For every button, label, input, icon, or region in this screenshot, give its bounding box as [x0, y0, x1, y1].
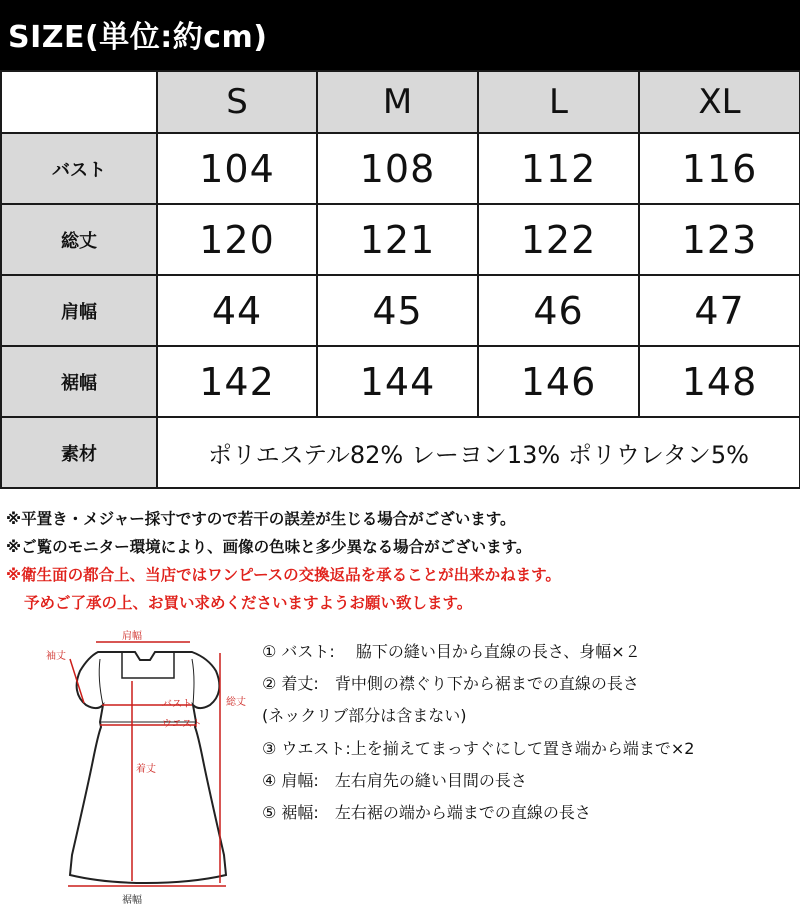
row-label-hem: 裾幅	[1, 346, 157, 417]
sleeve-measure-line	[70, 659, 84, 703]
size-table	[0, 70, 800, 489]
hem-value-xl: 148	[639, 346, 800, 417]
label-length: 着丈	[136, 764, 156, 775]
table-row-bust	[1, 133, 800, 204]
total-length-value-l: 122	[478, 204, 639, 275]
label-total-length: 総丈	[226, 697, 246, 708]
size-header-m: M	[317, 71, 478, 133]
bust-value-s: 104	[157, 133, 317, 204]
bust-value-xl: 116	[639, 133, 800, 204]
legend-bust: ① バスト: 脇下の縫い目から直線の長さ、身幅×２	[262, 642, 641, 661]
page-title: SIZE(単位:約cm)	[8, 20, 268, 55]
bust-value-l: 112	[478, 133, 639, 204]
label-hem: 裾幅	[122, 895, 142, 906]
legend-shoulder: ④ 肩幅: 左右肩先の縫い目間の長さ	[262, 770, 527, 790]
shoulder-value-s: 44	[157, 275, 317, 346]
legend-length: ② 着丈: 背中側の襟ぐり下から裾までの直線の長さ	[262, 674, 639, 694]
row-label-shoulder: 肩幅	[1, 275, 157, 346]
label-bust: バスト	[162, 699, 192, 710]
table-row-total-length	[1, 204, 800, 275]
dress-diagram	[40, 625, 260, 915]
note-no-return: ※衛生面の都合上、当店ではワンピースの交換返品を承ることが出来かねます。	[6, 566, 561, 584]
right-sleeve-seam	[192, 659, 194, 705]
header-bar	[0, 0, 800, 70]
label-shoulder: 肩幅	[122, 631, 142, 642]
note-acknowledge: 予めご了承の上、お買い求めくださいますようお願い致します。	[24, 594, 473, 612]
total-length-value-m: 121	[317, 204, 478, 275]
hem-value-l: 146	[478, 346, 639, 417]
legend-neck-note: (ネックリブ部分は含まない)	[262, 706, 467, 726]
label-waist: ウエスト	[162, 719, 202, 730]
row-label-total-length: 総丈	[1, 204, 157, 275]
legend-hem: ⑤ 裾幅: 左右裾の端から端までの直線の長さ	[262, 803, 591, 823]
notes-section	[6, 505, 796, 617]
note-monitor: ※ご覧のモニター環境により、画像の色味と多少異なる場合がございます。	[6, 538, 532, 556]
size-header-row	[1, 71, 800, 133]
hem-value-s: 142	[157, 346, 317, 417]
shoulder-value-xl: 47	[639, 275, 800, 346]
total-length-value-s: 120	[157, 204, 317, 275]
shoulder-value-l: 46	[478, 275, 639, 346]
legend-waist: ③ ウエスト:上を揃えてまっすぐにして置き端から端まで×2	[262, 738, 695, 758]
bust-value-m: 108	[317, 133, 478, 204]
note-measurement: ※平置き・メジャー採寸ですので若干の誤差が生じる場合がございます。	[6, 510, 516, 528]
table-corner-cell	[1, 71, 157, 133]
label-sleeve: 袖丈	[46, 651, 66, 662]
table-row-material	[1, 417, 800, 488]
total-length-value-xl: 123	[639, 204, 800, 275]
hem-value-m: 144	[317, 346, 478, 417]
table-row-shoulder	[1, 275, 800, 346]
neckline-shape	[122, 652, 174, 678]
size-header-xl: XL	[639, 71, 800, 133]
size-header-l: L	[478, 71, 639, 133]
material-value: ポリエステル82% レーヨン13% ポリウレタン5%	[157, 417, 800, 488]
measurement-legend	[262, 636, 797, 829]
size-header-s: S	[157, 71, 317, 133]
left-sleeve-seam	[99, 659, 103, 705]
row-label-material: 素材	[1, 417, 157, 488]
table-row-hem	[1, 346, 800, 417]
shoulder-value-m: 45	[317, 275, 478, 346]
row-label-bust: バスト	[1, 133, 157, 204]
